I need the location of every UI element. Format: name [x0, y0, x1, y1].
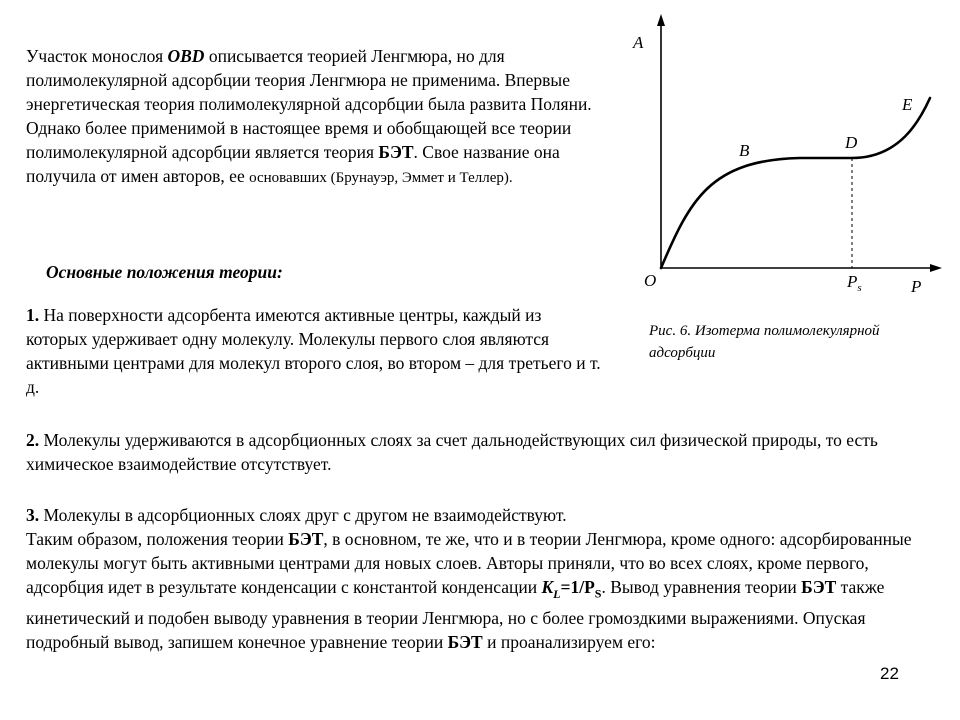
figure-caption: Рис. 6. Изотерма полимолекулярной адсорбции	[649, 323, 880, 361]
point-d-label: D	[845, 133, 858, 152]
point-2: 2. Молекулы удерживаются в адсорбционных слоях за счет дальнодействующих сил физической природы, то есть химическое взаимодействие отсутствует.	[26, 430, 878, 474]
bet-term: БЭТ	[378, 142, 414, 162]
point-2-number: 2.	[26, 430, 40, 450]
origin-label: O	[644, 271, 657, 290]
point-b-label: B	[739, 141, 750, 160]
theory-heading: Основные положения теории:	[46, 262, 283, 282]
intro-paragraph: Участок монослоя OBD описывается теорией Ленгмюра, но для полимолекулярной адсорбции теория Ленгмюра не применима. Впервые энергетическая теория полимолекулярной адсорбции была развита Поляни. Однако более применимой в настоящее время и обобщающей все теории полимолекулярной адсорбции является теория БЭТ. Свое название она получила от имен авторов, ее основавших (Брунауэр, Эммет и Теллер).	[26, 46, 592, 186]
bet-term: БЭТ	[447, 631, 483, 652]
ps-label: $P_s$	[847, 272, 862, 294]
axis-x-label: P	[911, 277, 922, 296]
point-1-number: 1.	[26, 305, 40, 325]
point-3: 3. Молекулы в адсорбционных слоях друг с другом не взаимодействуют. Таким образом, положения теории БЭТ, в основном, те же, что и в теории Ленгмюра, кроме одного: адсорбированные молекулы могут быть активными центрами для новых слоев. Авторы приняли, что во всех слоях, кроме первого, адсорбция идет в результате конденсации с константой конденсации $K_L=1/P_S$. Вывод уравнения теории БЭТ также кинетический и подобен выводу уравнения в теории Ленгмюра, но с более громоздкими выражениями. Опуская подробный вывод, запишем конечное уравнение теории БЭТ и проанализируем его:	[26, 505, 912, 652]
point-3-number: 3.	[26, 505, 40, 525]
point-1: 1. На поверхности адсорбента имеются активные центры, каждый из которых удерживает одну молекулу. Молекулы первого слоя являются активными центрами для молекул второго слоя, во втором – для третьего и т. д.	[26, 305, 601, 397]
bet-term: БЭТ	[288, 529, 324, 549]
bet-term: БЭТ	[801, 577, 837, 597]
constant-k: K	[541, 577, 554, 597]
x-axis-arrow	[930, 264, 942, 272]
axis-y-label: A	[633, 33, 644, 52]
y-axis-arrow	[657, 14, 665, 26]
isotherm-figure	[630, 10, 950, 300]
point-e-label: E	[902, 95, 913, 114]
page-number: 22	[880, 664, 899, 683]
obd-label: OBD	[167, 46, 205, 66]
isotherm-curve	[661, 98, 930, 268]
